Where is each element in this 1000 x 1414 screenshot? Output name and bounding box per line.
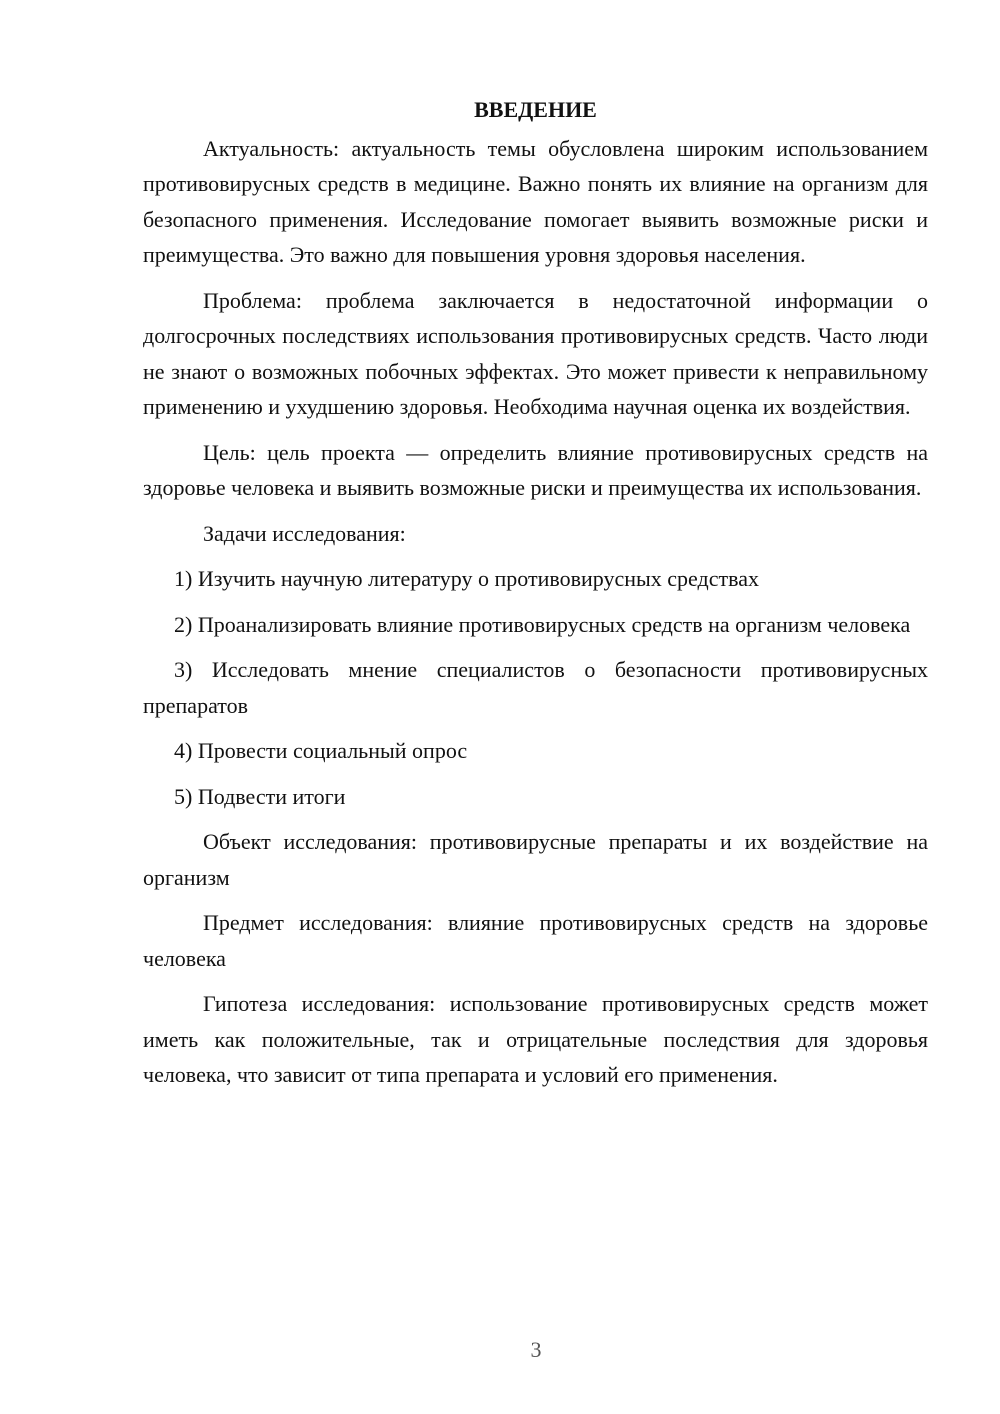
- task-item-3: 3) Исследовать мнение специалистов о безопасности противовирусных препаратов: [143, 657, 928, 718]
- object-paragraph: Объект исследования: противовирусные препараты и их воздействие на организм: [143, 829, 928, 890]
- subject-paragraph: Предмет исследования: влияние противовирусных средств на здоровье человека: [143, 910, 928, 971]
- page-content: [143, 92, 928, 1103]
- task-item-1: 1) Изучить научную литературу о противовирусных средствах: [174, 566, 759, 591]
- page-number: 3: [530, 1337, 542, 1362]
- relevance-paragraph: Актуальность: актуальность темы обусловлена широким использованием противовирусных средств в медицине. Важно понять их влияние на организм для безопасного применения. Исследование помогает выявить возможные риски и преимущества. Это важно для повышения уровня здоровья населения.: [143, 135, 928, 267]
- section-heading: ВВЕДЕНИЕ: [474, 97, 597, 122]
- task-item-5: 5) Подвести итоги: [174, 783, 346, 809]
- task-item-4: 4) Провести социальный опрос: [174, 738, 468, 763]
- tasks-title: Задачи исследования:: [203, 520, 406, 546]
- problem-paragraph: Проблема: проблема заключается в недостаточной информации о долгосрочных последствиях использования противовирусных средств. Часто люди не знают о возможных побочных эффектах. Это может привести к неправильному применению и ухудшению здоровья. Необходима научная оценка их воздействия.: [143, 287, 928, 419]
- task-item-2: 2) Проанализировать влияние противовирусных средств на организм человека: [174, 611, 911, 637]
- hypothesis-paragraph: Гипотеза исследования: использование противовирусных средств может иметь как положительные, так и отрицательные последствия для здоровья человека, что зависит от типа препарата и условий его применения.: [143, 991, 928, 1087]
- goal-paragraph: Цель: цель проекта — определить влияние противовирусных средств на здоровье человека и выявить возможные риски и преимущества их использования.: [143, 439, 928, 500]
